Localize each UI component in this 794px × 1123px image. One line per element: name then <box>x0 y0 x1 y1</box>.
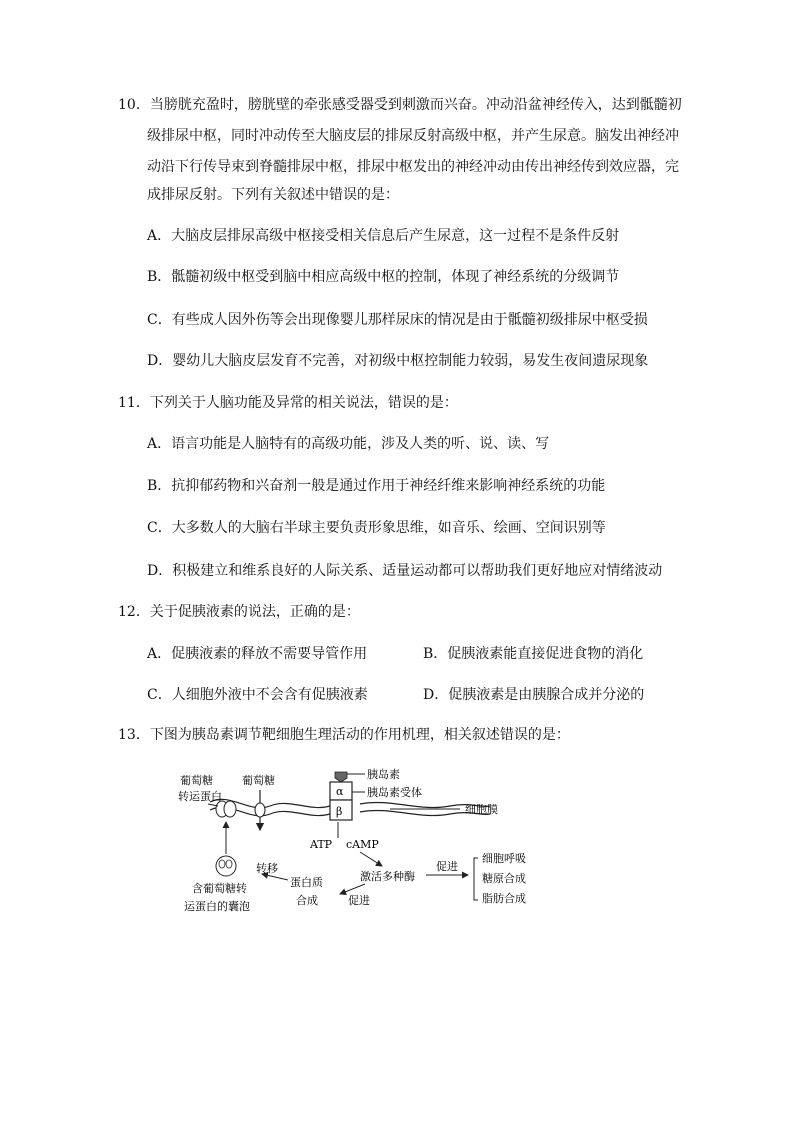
label-glucose-transporter-2: 转运蛋白 <box>178 790 222 803</box>
q10-option-a: A．大脑皮层排尿高级中枢接受相关信息后产生尿意，这一过程不是条件反射 <box>147 228 620 244</box>
q10-option-d: D．婴幼儿大脑皮层发育不完善，对初级中枢控制能力较弱，易发生夜间遗尿现象 <box>147 353 649 369</box>
camp-to-enzyme-arrow <box>360 852 382 866</box>
glucose-transporter-icon <box>216 801 236 817</box>
q12-option-b: B．促胰液素能直接促进食物的消化 <box>423 646 644 662</box>
label-effect-fat: 脂肪合成 <box>482 892 526 905</box>
label-promote-right: 促进 <box>436 860 458 873</box>
q11-stem: 11．下列关于人脑功能及异常的相关说法，错误的是： <box>118 395 458 411</box>
label-effect-glycogen: 糖原合成 <box>482 872 526 885</box>
q10-option-b: B．骶髓初级中枢受到脑中相应高级中枢的控制，体现了神经系统的分级调节 <box>147 269 620 285</box>
q10-stem-line-3: 动沿下行传导束到脊髓排尿中枢，排尿中枢发出的神经冲动由传出神经传到效应器，完 <box>147 159 679 175</box>
label-camp: cAMP <box>346 838 379 851</box>
q11-option-d: D．积极建立和维系良好的人际关系、适量运动都可以帮助我们更好地应对情绪波动 <box>147 563 663 579</box>
label-transfer: 转移 <box>256 862 278 875</box>
label-vesicle-2: 运蛋白的囊泡 <box>184 900 250 913</box>
label-vesicle-1: 含葡萄糖转 <box>192 882 247 895</box>
label-receptor: 胰岛素受体 <box>367 786 422 799</box>
insulin-icon <box>335 772 347 782</box>
q12-option-d: D．促胰液素是由胰腺合成并分泌的 <box>423 687 645 703</box>
label-activate-enzymes: 激活多种酶 <box>360 870 415 883</box>
label-alpha: α <box>336 785 344 798</box>
q11-option-c: C．大多数人的大脑右半球主要负责形象思维，如音乐、绘画、空间识别等 <box>147 520 606 536</box>
q10-stem-line-4: 成排尿反射。下列有关叙述中错误的是： <box>147 187 399 203</box>
q13-stem: 13．下图为胰岛素调节靶细胞生理活动的作用机理，相关叙述错误的是： <box>118 727 570 743</box>
q11-option-b: B．抗抑郁药物和兴奋剂一般是通过作用于神经纤维来影响神经系统的功能 <box>147 478 606 494</box>
effects-bracket <box>474 858 478 900</box>
label-glucose: 葡萄糖 <box>242 774 275 787</box>
vesicle-icon <box>216 856 236 876</box>
q10-stem-line-1: 10．当膀胱充盈时，膀胱壁的牵张感受器受到刺激而兴奋。冲动沿盆神经传入，达到骶髓初 <box>118 97 682 113</box>
q10-option-c: C．有些成人因外伤等会出现像婴儿那样尿床的情况是由于骶髓初级排尿中枢受损 <box>147 312 648 328</box>
label-atp: ATP <box>310 838 333 851</box>
q12-option-a: A．促胰液素的释放不需要导管作用 <box>147 646 368 662</box>
q12-stem: 12．关于促胰液素的说法，正确的是： <box>118 604 360 620</box>
q10-stem-line-2: 级排尿中枢，同时冲动传至大脑皮层的排尿反射高级中枢，并产生尿意。脑发出神经冲 <box>147 128 679 144</box>
label-protein-2: 合成 <box>296 894 318 907</box>
insulin-mechanism-diagram <box>160 762 580 922</box>
q11-option-a: A．语言功能是人脑特有的高级功能，涉及人类的听、说、读、写 <box>147 436 550 452</box>
label-promote-down: 促进 <box>348 894 370 907</box>
label-membrane: 细胞膜 <box>465 803 498 816</box>
label-glucose-transporter-1: 葡萄糖 <box>180 774 213 787</box>
membrane-channel-icon <box>255 803 265 817</box>
label-protein-1: 蛋白质 <box>290 876 323 889</box>
label-beta: β <box>336 805 343 818</box>
label-effect-respiration: 细胞呼吸 <box>482 852 526 865</box>
q12-option-c: C．人细胞外液中不会含有促胰液素 <box>147 687 368 703</box>
label-insulin: 胰岛素 <box>367 768 400 781</box>
enzyme-to-protein-arrow <box>340 884 365 894</box>
